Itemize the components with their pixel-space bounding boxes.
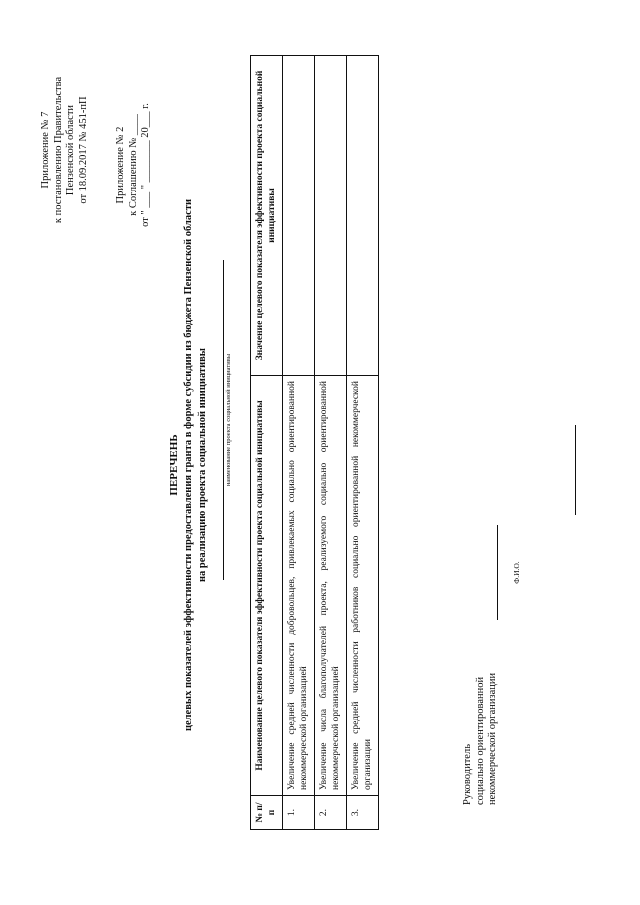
appendix-2-line: Приложение № 2 xyxy=(115,126,126,204)
col-header-number: № п/п xyxy=(251,796,283,830)
table-row xyxy=(283,56,315,830)
indicator-value xyxy=(283,56,315,376)
appendix-7-header xyxy=(40,45,90,255)
indicator-name: Увеличение средней численности добровольцев, привлекаемых социально ориентированной некоммерческой организацией xyxy=(283,376,315,796)
document-heading: ПЕРЕЧЕНЬ xyxy=(168,434,180,496)
signature-line: Руководитель xyxy=(462,744,473,805)
col-header-indicator-value: Значение целевого показателя эффективности проекта социальной инициативы xyxy=(251,56,283,376)
signature-name-line xyxy=(497,525,498,620)
appendix-2-line: к Соглашению № ____ xyxy=(127,114,139,216)
signature-sign-line xyxy=(575,425,576,515)
document-title-line: целевых показателей эффективности предоставления гранта в форме субсидии из бюджета Пензенской области xyxy=(183,198,194,732)
appendix-2-header xyxy=(115,45,153,285)
document-title-line: на реализацию проекта социальной инициативы xyxy=(197,348,208,583)
row-number: 2. xyxy=(315,796,347,830)
signature-block xyxy=(462,673,500,805)
appendix-7-line: Приложение № 7 xyxy=(40,111,51,189)
indicator-value xyxy=(315,56,347,376)
indicator-value xyxy=(347,56,379,376)
appendix-7-line: Пензенской области xyxy=(65,104,76,196)
indicators-table xyxy=(250,55,379,830)
signature-line: некоммерческой организации xyxy=(487,672,498,805)
table-row xyxy=(315,56,347,830)
appendix-2-line: от " ___ " ________ 20___ г. xyxy=(140,103,151,227)
table-row xyxy=(347,56,379,830)
indicator-name: Увеличение числа благополучателей проекта, реализуемого социально ориентированной некоммерческой организацией xyxy=(315,376,347,796)
appendix-7-line: к постановлению Правительства xyxy=(52,76,64,224)
appendix-7-line: от 18.09.2017 № 451-пП xyxy=(77,96,89,204)
col-header-indicator-name: Наименование целевого показателя эффективности проекта социальной инициативы xyxy=(251,376,283,796)
row-number: 1. xyxy=(283,796,315,830)
project-name-line xyxy=(223,260,224,580)
fio-label: Ф.И.О. xyxy=(512,561,521,584)
signature-line: социально ориентированной xyxy=(474,676,486,805)
indicator-name: Увеличение средней численности работников социально ориентированной некоммерческой организации xyxy=(347,376,379,796)
row-number: 3. xyxy=(347,796,379,830)
table-header-row xyxy=(251,56,283,830)
project-name-note: наименование проекта социальной инициативы xyxy=(225,353,232,487)
